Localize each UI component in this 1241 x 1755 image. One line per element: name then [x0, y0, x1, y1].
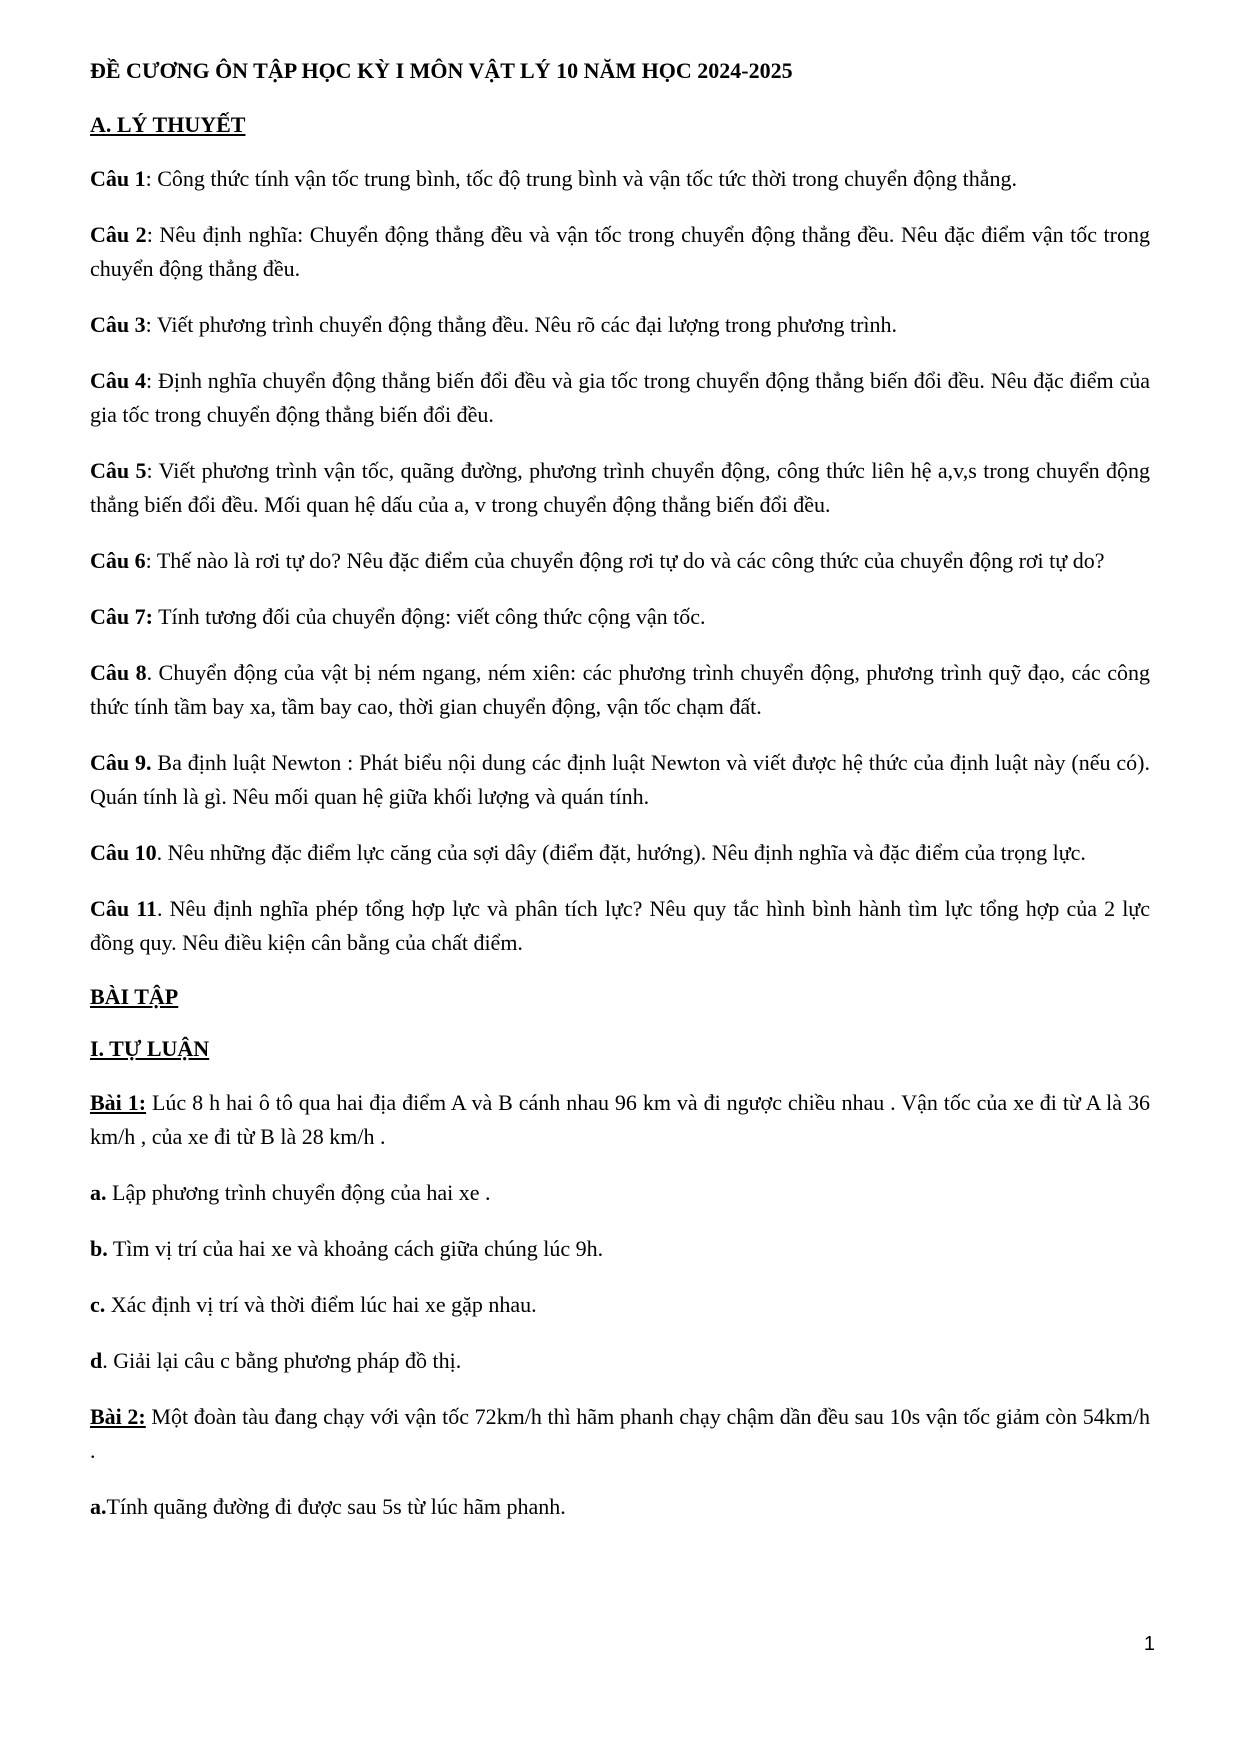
exercise-1-part-a: a. Lập phương trình chuyển động của hai xe . — [90, 1180, 491, 1205]
exercise-1-part-d: d. Giải lại câu c bằng phương pháp đồ thị. — [90, 1348, 462, 1373]
question-text: Chuyển động của vật bị ném ngang, ném xiên: các phương trình chuyển động, phương trình quỹ đạo, các công thức tính tầm bay xa, tầm bay cao, thời gian chuyển động, vận tốc chạm đất. — [90, 660, 1151, 719]
question-text: Định nghĩa chuyển động thẳng biến đổi đều và gia tốc trong chuyển động thẳng biến đổi đều. Nêu đặc điểm của gia tốc trong chuyển động thẳng biến đổi đều. — [90, 368, 1150, 427]
question-label: Câu 4 — [90, 368, 146, 393]
question-2: Câu 2: Nêu định nghĩa: Chuyển động thẳng đều và vận tốc trong chuyển động thẳng đều. Nêu đặc điểm vận tốc trong chuyển động thẳng đều. — [90, 222, 1150, 281]
question-label: Câu 8 — [90, 660, 147, 685]
section-heading-theory: A. LÝ THUYẾT — [90, 112, 246, 137]
question-text: Thế nào là rơi tự do? Nêu đặc điểm của chuyển động rơi tự do và các công thức của chuyển động rơi tự do? — [156, 548, 1105, 573]
exercise-text: Lúc 8 h hai ô tô qua hai địa điểm A và B cánh nhau 96 km và đi ngược chiều nhau . Vận tốc của xe đi từ A là 36 km/h , của xe đi từ B là 28 km/h . — [90, 1090, 1150, 1149]
exercise-2-part-a: a.Tính quãng đường đi được sau 5s từ lúc hãm phanh. — [90, 1494, 566, 1519]
part-label: b. — [90, 1236, 108, 1261]
question-text: Ba định luật Newton : Phát biểu nội dung các định luật Newton và viết được hệ thức của định luật này (nếu có). Quán tính là gì. Nêu mối quan hệ giữa khối lượng và quán tính. — [90, 750, 1150, 809]
question-text: Nêu những đặc điểm lực căng của sợi dây (điểm đặt, hướng). Nêu định nghĩa và đặc điểm của trọng lực. — [167, 840, 1086, 865]
page-number: 1 — [1143, 1633, 1155, 1655]
question-4: Câu 4: Định nghĩa chuyển động thẳng biến đổi đều và gia tốc trong chuyển động thẳng biến đổi đều. Nêu đặc điểm của gia tốc trong chuyển động thẳng biến đổi đều. — [90, 368, 1150, 427]
question-label: Câu 2 — [90, 222, 147, 247]
document-page — [90, 56, 1150, 1546]
exercise-1-part-c: c. Xác định vị trí và thời điểm lúc hai xe gặp nhau. — [90, 1292, 537, 1317]
section-heading-exercises: BÀI TẬP — [90, 984, 179, 1009]
exercise-text: Một đoàn tàu đang chạy với vận tốc 72km/h thì hãm phanh chạy chậm dần đều sau 10s vận tốc giảm còn 54km/h . — [90, 1404, 1150, 1463]
question-text: Viết phương trình vận tốc, quãng đường, phương trình chuyển động, công thức liên hệ a,v,s trong chuyển động thẳng biến đổi đều. Mối quan hệ dấu của a, v trong chuyển động thẳng biến đổi đều. — [90, 458, 1151, 517]
question-text: Công thức tính vận tốc trung bình, tốc độ trung bình và vận tốc tức thời trong chuyển động thẳng. — [157, 166, 1017, 191]
exercise-label: Bài 2: — [90, 1404, 146, 1429]
question-6: Câu 6: Thế nào là rơi tự do? Nêu đặc điểm của chuyển động rơi tự do và các công thức của chuyển động rơi tự do? — [90, 548, 1105, 573]
exercise-1-part-b: b. Tìm vị trí của hai xe và khoảng cách giữa chúng lúc 9h. — [90, 1236, 604, 1261]
exercise-2 — [90, 1400, 1150, 1468]
part-label: c. — [90, 1292, 106, 1317]
question-text: Nêu định nghĩa: Chuyển động thẳng đều và vận tốc trong chuyển động thẳng đều. Nêu đặc điểm vận tốc trong chuyển động thẳng đều. — [90, 222, 1150, 281]
question-label: Câu 5 — [90, 458, 147, 483]
question-label: Câu 3 — [90, 312, 146, 337]
section-heading-essay: I. TỰ LUẬN — [90, 1036, 210, 1061]
exercise-label: Bài 1: — [90, 1090, 147, 1115]
question-text: Tính tương đối của chuyển động: viết công thức cộng vận tốc. — [158, 604, 706, 629]
question-9 — [90, 746, 1150, 814]
question-1: Câu 1: Công thức tính vận tốc trung bình, tốc độ trung bình và vận tốc tức thời trong chuyển động thẳng. — [90, 166, 1017, 191]
exercise-1 — [90, 1086, 1150, 1154]
question-label: Câu 9. — [90, 750, 152, 775]
question-label: Câu 10 — [90, 840, 157, 865]
part-label: a. — [90, 1180, 107, 1205]
question-10: Câu 10. Nêu những đặc điểm lực căng của sợi dây (điểm đặt, hướng). Nêu định nghĩa và đặc điểm của trọng lực. — [90, 840, 1086, 865]
question-3: Câu 3: Viết phương trình chuyển động thẳng đều. Nêu rõ các đại lượng trong phương trình. — [90, 312, 898, 337]
question-5: Câu 5: Viết phương trình vận tốc, quãng đường, phương trình chuyển động, công thức liên hệ a,v,s trong chuyển động thẳng biến đổi đều. Mối quan hệ dấu của a, v trong chuyển động thẳng biến đổi đều. — [90, 458, 1151, 517]
part-label: a. — [90, 1494, 107, 1519]
document-title: ĐỀ CƯƠNG ÔN TẬP HỌC KỲ I MÔN VẬT LÝ 10 NĂM HỌC 2024-2025 — [90, 58, 793, 83]
question-7 — [90, 600, 1150, 634]
question-label: Câu 1 — [90, 166, 146, 191]
question-text: Nêu định nghĩa phép tổng hợp lực và phân tích lực? Nêu quy tắc hình bình hành tìm lực tổng hợp của 2 lực đồng quy. Nêu điều kiện cân bằng của chất điểm. — [90, 896, 1150, 955]
question-label: Câu 11 — [90, 896, 157, 921]
question-8: Câu 8. Chuyển động của vật bị ném ngang, ném xiên: các phương trình chuyển động, phương trình quỹ đạo, các công thức tính tầm bay xa, tầm bay cao, thời gian chuyển động, vận tốc chạm đất. — [90, 660, 1151, 719]
question-11: Câu 11. Nêu định nghĩa phép tổng hợp lực và phân tích lực? Nêu quy tắc hình bình hành tìm lực tổng hợp của 2 lực đồng quy. Nêu điều kiện cân bằng của chất điểm. — [90, 896, 1150, 955]
question-label: Câu 6 — [90, 548, 146, 573]
part-label: d — [90, 1348, 103, 1373]
question-label: Câu 7: — [90, 604, 153, 629]
question-text: Viết phương trình chuyển động thẳng đều. Nêu rõ các đại lượng trong phương trình. — [156, 312, 898, 337]
